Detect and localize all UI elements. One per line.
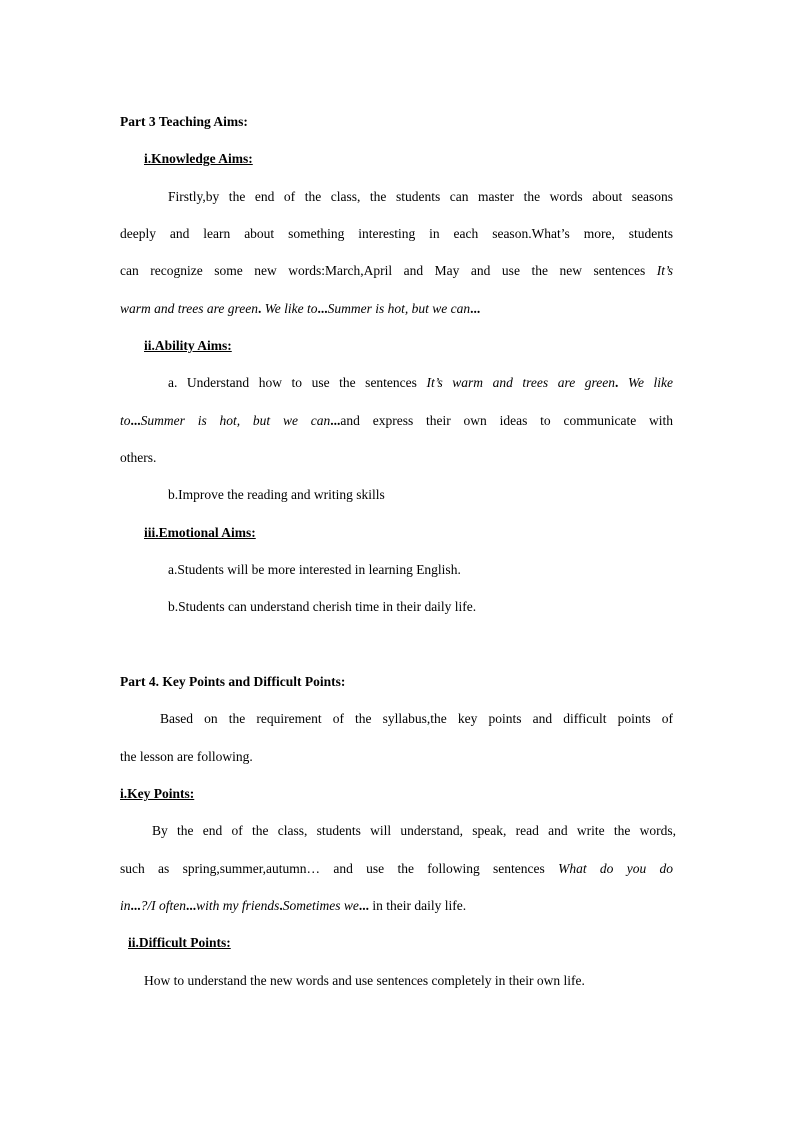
emotional-line-2: b.Students can understand cherish time in their daily life. <box>168 599 477 614</box>
ellipsis: ... <box>130 413 141 428</box>
ability-line-3: others. <box>120 450 157 465</box>
knowledge-line-3 <box>120 262 673 280</box>
sentence-in: in <box>120 898 131 913</box>
sentence-we-like: We like to <box>264 301 318 316</box>
key-line-2 <box>120 860 673 878</box>
sentence-period: . <box>615 375 628 390</box>
ellipsis: ... <box>317 301 328 316</box>
difficult-line-1: How to understand the new words and use sentences completely in their own life. <box>144 973 585 988</box>
sentence-we-like: We like <box>627 375 673 390</box>
ability-aims-heading: ii.Ability Aims: <box>144 338 232 353</box>
ability-line-2 <box>120 412 673 430</box>
part4-title: Part 4. Key Points and Difficult Points: <box>120 674 346 689</box>
sentence-to: to <box>120 413 131 428</box>
emotional-aims-heading <box>120 524 256 542</box>
knowledge-line-3-italic: It’s <box>656 263 673 278</box>
emotional-aims-heading-text: iii.Emotional Aims: <box>144 525 256 540</box>
sentence-period: . <box>279 898 283 913</box>
emotional-line-1: a.Students will be more interested in learning English. <box>168 562 461 577</box>
knowledge-line-1: Firstly,by the end of the class, the students can master the words about seasons <box>168 189 673 204</box>
knowledge-line-3-text: can recognize some new words:March,April and May and use the new sentences <box>120 263 657 278</box>
key-line-3 <box>120 897 673 915</box>
ability-line-1-text: a. Understand how to use the sentences <box>168 375 427 390</box>
ellipsis: ... <box>186 898 197 913</box>
sentence-warm: It’s warm and trees are green <box>426 375 616 390</box>
difficult-points-heading <box>120 934 231 952</box>
sentence-warm: warm and trees are green <box>120 301 258 316</box>
knowledge-line-4 <box>120 300 673 318</box>
difficult-points-heading-text: ii.Difficult Points: <box>128 935 231 950</box>
key-line-2-text: such as spring,summer,autumn… and use the following sentences <box>120 861 559 876</box>
ability-line-2-text: and express their own ideas to communicate with <box>340 413 673 428</box>
part4-intro-line-1: Based on the requirement of the syllabus,the key points and difficult points of <box>160 711 673 726</box>
ability-line-1 <box>168 374 673 392</box>
sentence-summer: Summer is hot, but we can <box>327 301 471 316</box>
key-points-heading: i.Key Points: <box>120 786 195 801</box>
ellipsis: ... <box>470 301 481 316</box>
sentence-what-do-you-do: What do you do <box>558 861 673 876</box>
knowledge-aims-heading: i.Knowledge Aims: <box>144 151 253 166</box>
sentence-sometimes-we: Sometimes we <box>282 898 359 913</box>
part3-title: Part 3 Teaching Aims: <box>120 114 248 129</box>
sentence-summer: Summer is hot, but we can <box>140 413 331 428</box>
knowledge-line-2: deeply and learn about something interesting in each season.What’s more, students <box>120 226 673 241</box>
ellipsis: ... <box>358 898 369 913</box>
sentence-i-often: ?/I often <box>140 898 187 913</box>
part4-intro-line-2: the lesson are following. <box>120 749 253 764</box>
key-line-3-text: in their daily life. <box>369 898 467 913</box>
sentence-period: . <box>257 301 265 316</box>
ability-line-4: b.Improve the reading and writing skills <box>168 487 385 502</box>
sentence-with-my-friends: with my friends <box>196 898 280 913</box>
ellipsis: ... <box>330 413 341 428</box>
key-line-1: By the end of the class, students will understand, speak, read and write the words, <box>152 823 676 838</box>
ellipsis: ... <box>130 898 141 913</box>
